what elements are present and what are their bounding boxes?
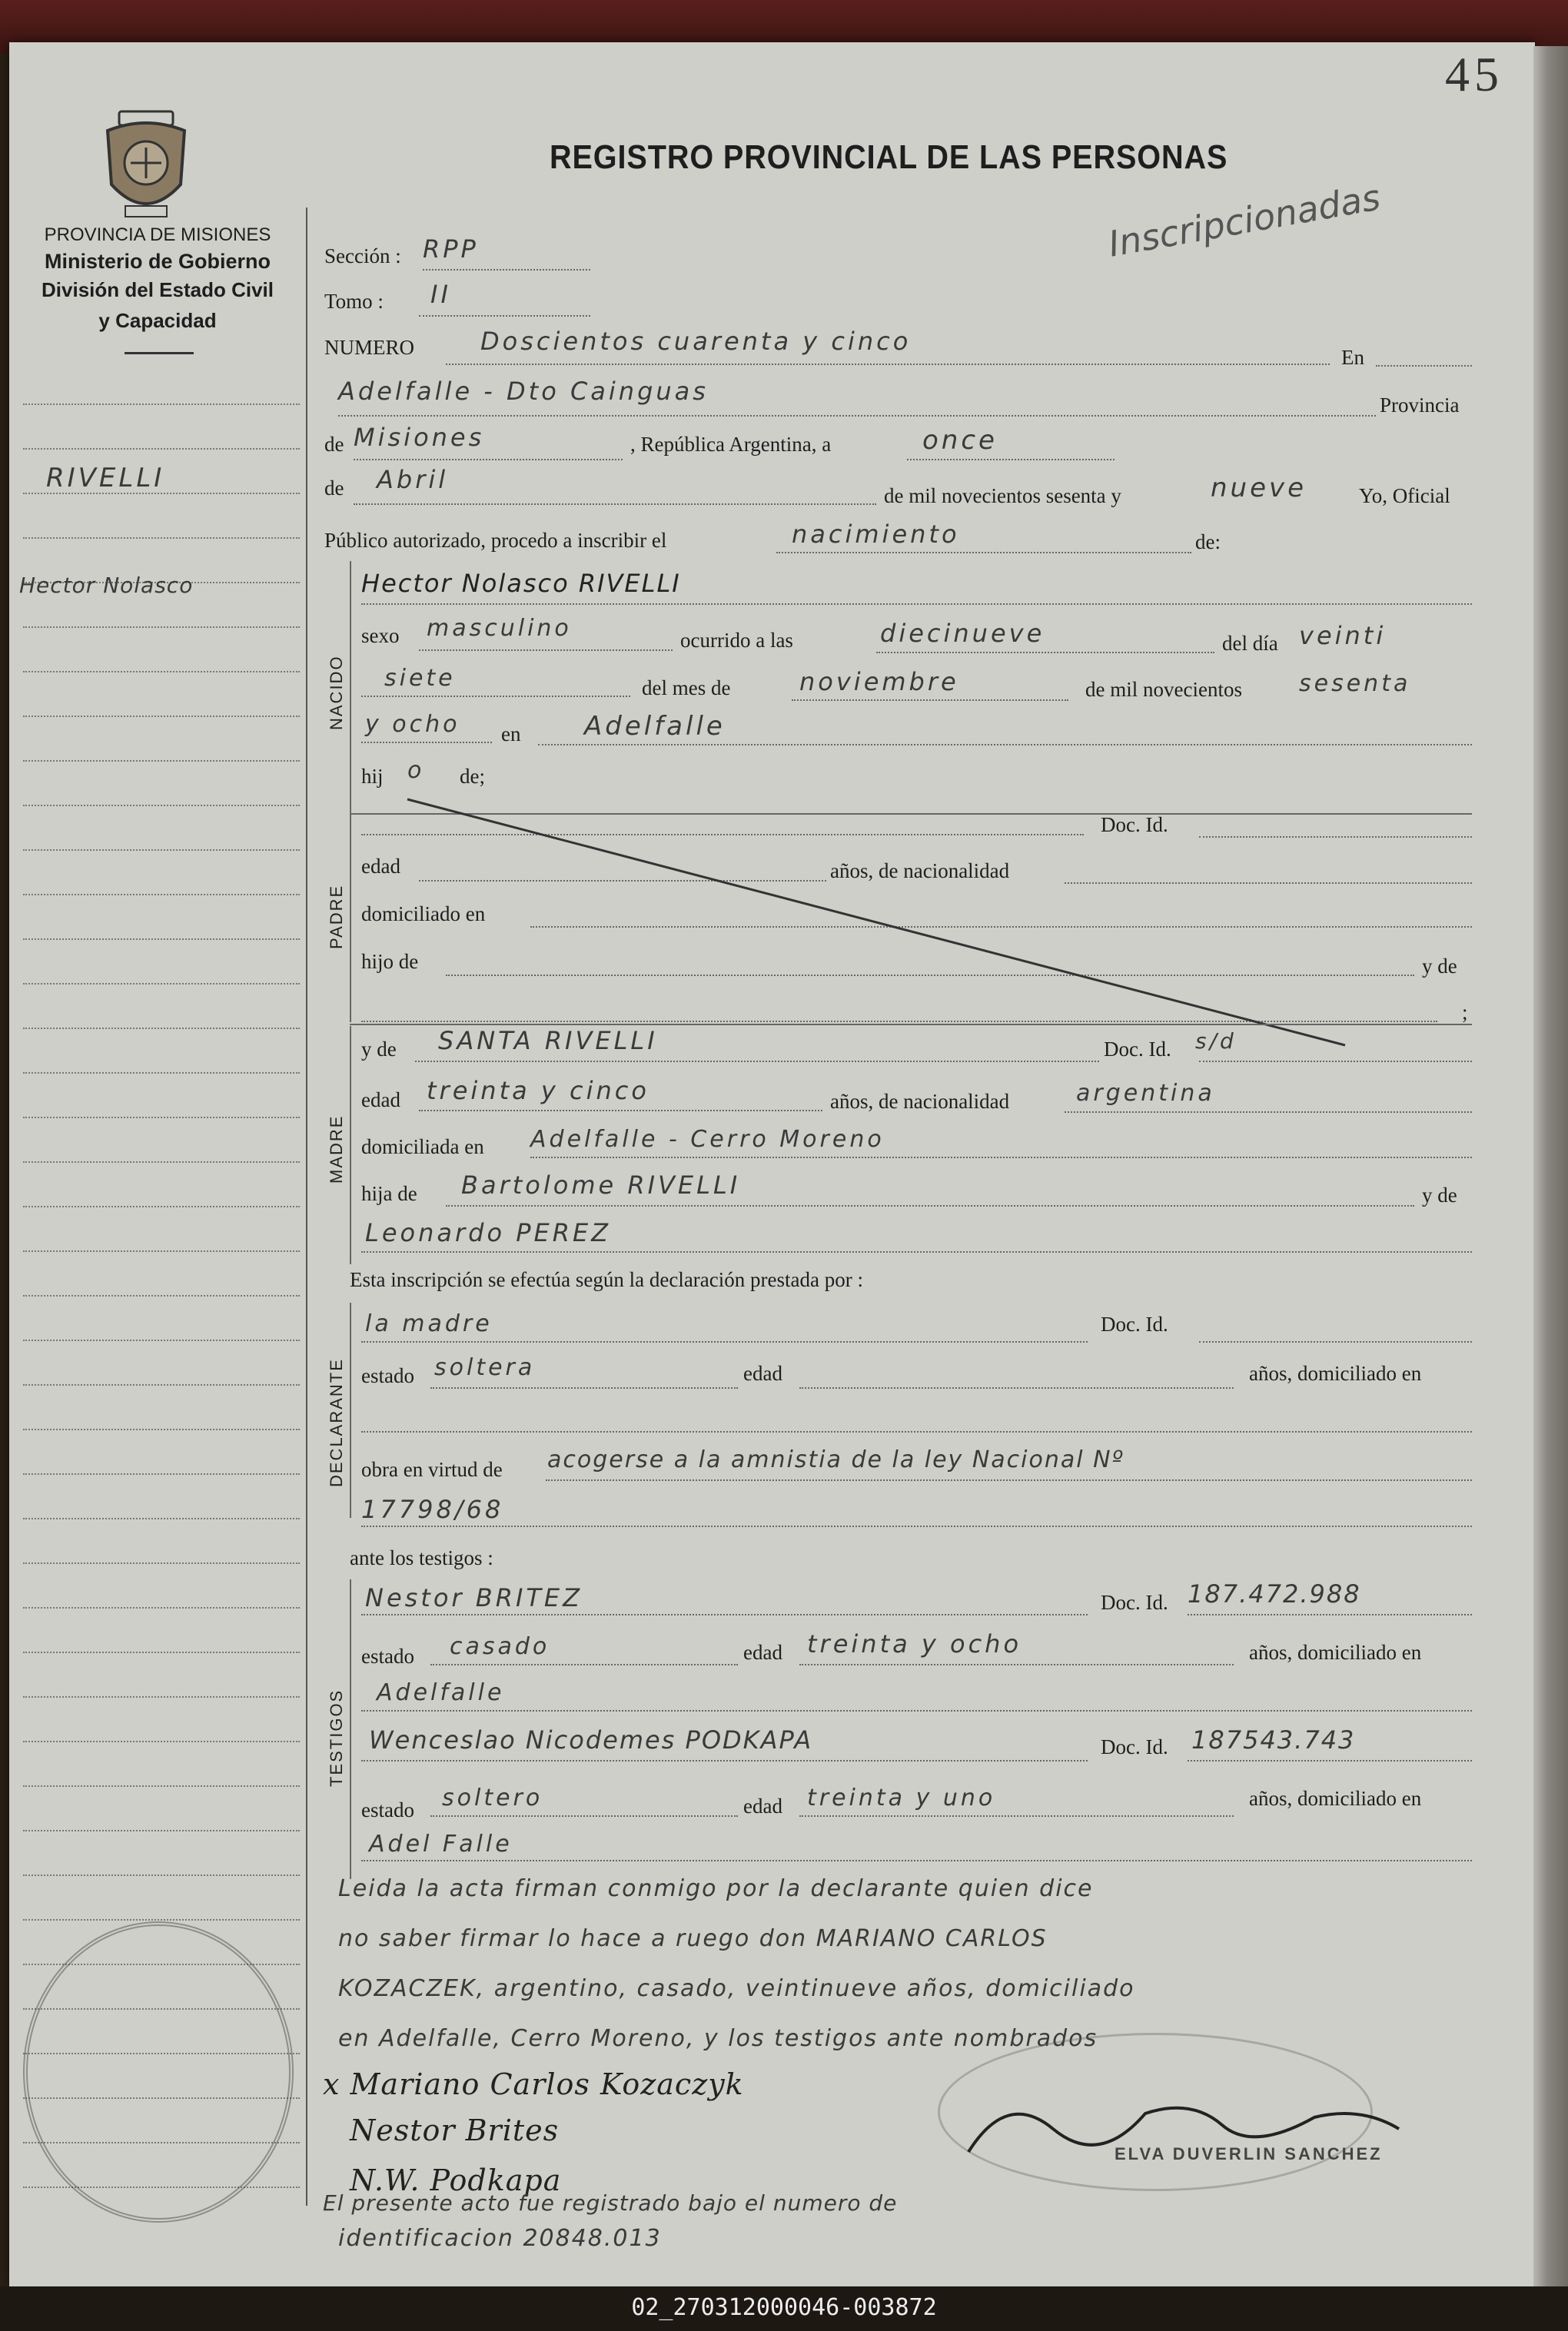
field-testigo1-doc: 187.472.988 — [1188, 1579, 1361, 1609]
official-name: ELVA DUVERLIN SANCHEZ — [1115, 2144, 1383, 2163]
margin-ruled-line — [23, 448, 300, 450]
field-mes: Abril — [377, 465, 449, 494]
label-de-mil: de mil novecientos — [1085, 678, 1242, 701]
margin-ruled-line — [23, 1072, 300, 1074]
margin-ruled-line — [23, 626, 300, 628]
field-testigo1-edad: treinta y ocho — [807, 1629, 1022, 1659]
field-madre-doc: s/d — [1195, 1028, 1237, 1054]
section-border — [350, 815, 351, 1022]
dotline — [430, 1664, 738, 1665]
margin-ruled-line — [23, 849, 300, 851]
dotline — [907, 459, 1115, 460]
field-lugar-nac: Adelfalle — [584, 711, 726, 742]
label-edad-t2: edad — [743, 1795, 782, 1818]
circular-stamp — [23, 1921, 294, 2223]
dotline — [361, 696, 630, 697]
dotline — [776, 552, 1191, 553]
label-tomo: Tomo : — [324, 290, 384, 313]
field-sexo: masculino — [427, 615, 572, 642]
label-doc-id: Doc. Id. — [1101, 813, 1168, 836]
dotline — [354, 459, 623, 460]
label-anos-dom-decl: años, domiciliado en — [1249, 1362, 1422, 1385]
margin-ruled-line — [23, 1607, 300, 1609]
label-ocurrido: ocurrido a las — [680, 629, 793, 652]
dotline — [546, 1479, 1472, 1481]
label-y-de-madre: y de — [361, 1038, 397, 1061]
dotline — [419, 649, 673, 651]
label-anos-nac-madre: años, de nacionalidad — [830, 1090, 1010, 1113]
cancel-line — [400, 792, 1353, 1053]
margin-ruled-line — [23, 1340, 300, 1341]
closing-line-1: Leida la acta firman conmigo por la declarante quien dice — [338, 1875, 1094, 1902]
margin-ruled-line — [23, 1117, 300, 1118]
margin-ruled-line — [23, 1429, 300, 1430]
label-edad-madre: edad — [361, 1088, 400, 1111]
dotline — [876, 652, 1214, 653]
margin-ruled-line — [23, 1250, 300, 1252]
field-testigo1: Nestor BRITEZ — [365, 1583, 583, 1612]
field-dia: once — [922, 425, 998, 456]
dotline — [1376, 365, 1472, 367]
label-anos-dom-t2: años, domiciliado en — [1249, 1787, 1422, 1810]
closing-line-4: en Adelfalle, Cerro Moreno, y los testigos ante nombrados — [338, 2025, 1098, 2052]
signature-podkapa: N.W. Podkapa — [350, 2163, 562, 2197]
header-province: PROVINCIA DE MISIONES — [44, 224, 271, 245]
field-anio: nueve — [1211, 473, 1307, 503]
label-de4: de; — [460, 765, 485, 788]
dotline — [415, 1061, 1099, 1062]
margin-ruled-line — [23, 403, 300, 405]
label-estado-decl: estado — [361, 1364, 414, 1387]
margin-ruled-line — [23, 537, 300, 539]
dotline — [1199, 1061, 1472, 1062]
dotline — [530, 1157, 1472, 1158]
field-declarante-estado: soltera — [434, 1354, 536, 1381]
margin-ruled-line — [23, 1161, 300, 1163]
margin-ruled-line — [23, 1295, 300, 1297]
label-doc-id-t2: Doc. Id. — [1101, 1735, 1168, 1758]
field-provincia: Misiones — [354, 423, 485, 452]
field-testigo1-dom: Adelfalle — [377, 1679, 505, 1706]
signature-mariano: x Mariano Carlos Kozaczyk — [323, 2067, 744, 2101]
section-border — [350, 1026, 351, 1264]
page-stack-edge — [1533, 46, 1568, 2286]
header-division: División del Estado Civil — [42, 278, 274, 301]
margin-ruled-line — [23, 760, 300, 762]
dotline — [799, 1815, 1234, 1817]
footer-note-1: El presente acto fue registrado bajo el numero de — [323, 2190, 898, 2216]
dotline — [799, 1387, 1234, 1389]
label-republica: , República Argentina, a — [630, 433, 832, 456]
dotline — [430, 1387, 738, 1389]
section-border — [350, 1579, 351, 1879]
margin-ruled-line — [23, 938, 300, 940]
field-madre-dom: Adelfalle - Cerro Moreno — [530, 1126, 885, 1153]
section-divider — [350, 1024, 1472, 1025]
dotline — [446, 364, 1330, 365]
dotline — [423, 269, 590, 271]
field-testigo1-estado: casado — [450, 1633, 550, 1660]
label-estado-t2: estado — [361, 1798, 414, 1821]
margin-ruled-line — [23, 1652, 300, 1653]
field-tomo: II — [430, 280, 451, 309]
label-hija-de: hija de — [361, 1182, 417, 1205]
margin-ruled-line — [23, 805, 300, 806]
section-border — [350, 561, 351, 815]
field-dia-nac: veinti — [1299, 621, 1387, 650]
margin-ruled-line — [23, 1919, 300, 1921]
label-edad-t1: edad — [743, 1641, 782, 1664]
field-anio-nac: sesenta — [1299, 670, 1411, 697]
field-nombre: Hector Nolasco RIVELLI — [361, 569, 681, 598]
label-anos-nac: años, de nacionalidad — [830, 859, 1010, 882]
header-divider — [125, 352, 194, 354]
dotline — [361, 1860, 1472, 1861]
margin-ruled-line — [23, 1206, 300, 1207]
label-estado-t1: estado — [361, 1645, 414, 1668]
label-sexo: sexo — [361, 624, 400, 647]
dotline — [419, 315, 590, 317]
field-madre-madre: Leonardo PEREZ — [365, 1218, 612, 1247]
field-seccion: RPP — [423, 234, 479, 264]
dotline — [361, 1614, 1088, 1615]
dotline — [792, 699, 1068, 701]
label-declaracion: Esta inscripción se efectúa según la declaración prestada por : — [350, 1268, 863, 1291]
label-yo-oficial: Yo, Oficial — [1359, 484, 1450, 507]
margin-divider — [306, 208, 307, 2206]
margin-surname: RIVELLI — [46, 463, 165, 493]
label-seccion: Sección : — [324, 244, 401, 267]
side-label-nacido: NACIDO — [327, 655, 346, 730]
margin-ruled-line — [23, 1384, 300, 1386]
field-hij: o — [407, 757, 425, 784]
dotline — [1199, 1341, 1472, 1343]
field-madre-nac: argentina — [1076, 1080, 1215, 1107]
label-doc-id-madre: Doc. Id. — [1104, 1038, 1171, 1061]
side-label-declarante: DECLARANTE — [327, 1358, 346, 1487]
label-y-de-madre2: y de — [1422, 1184, 1457, 1207]
field-dia-nac2: siete — [384, 665, 456, 692]
dotline — [361, 1760, 1088, 1762]
field-declarante: la madre — [365, 1310, 493, 1337]
field-madre-edad: treinta y cinco — [427, 1076, 649, 1105]
field-acto: nacimiento — [792, 520, 960, 549]
dotline — [430, 1815, 738, 1817]
dotline — [361, 603, 1472, 605]
label-obra: obra en virtud de — [361, 1458, 503, 1481]
label-de: de — [324, 433, 344, 456]
dotline — [446, 1205, 1414, 1207]
margin-ruled-line — [23, 1696, 300, 1698]
field-madre-padre: Bartolome RIVELLI — [461, 1170, 741, 1200]
side-label-testigos: TESTIGOS — [327, 1688, 346, 1787]
dotline — [361, 1341, 1088, 1343]
field-anio-nac2: y ocho — [365, 711, 460, 738]
label-domiciliada: domiciliada en — [361, 1135, 484, 1158]
field-ley: 17798/68 — [361, 1495, 504, 1524]
label-en: En — [1341, 346, 1364, 369]
field-madre-nombre: SANTA RIVELLI — [438, 1026, 658, 1055]
label-hij: hij — [361, 765, 384, 788]
dotline — [1188, 1760, 1472, 1762]
header-ministry: Ministerio de Gobierno — [44, 250, 271, 273]
field-obra-virtud: acogerse a la amnistia de la ley Nacional Nº — [547, 1446, 1125, 1473]
header-capacity: y Capacidad — [98, 309, 217, 332]
label-de2: de — [324, 476, 344, 500]
margin-ruled-line — [23, 1785, 300, 1787]
dotline — [1188, 1614, 1472, 1615]
label-semicolon: ; — [1462, 1001, 1468, 1024]
label-edad: edad — [361, 855, 400, 878]
dotline — [361, 1710, 1472, 1712]
field-mes-nac: noviembre — [799, 667, 959, 696]
label-testigos: ante los testigos : — [350, 1546, 493, 1569]
dotline — [361, 742, 492, 743]
dotline — [361, 1431, 1472, 1433]
dotline — [338, 415, 1376, 417]
label-publico: Público autorizado, procedo a inscribir el — [324, 529, 667, 552]
label-domiciliado: domiciliado en — [361, 902, 486, 925]
label-numero: NUMERO — [324, 336, 415, 359]
image-caption: 02_270312000046-003872 — [631, 2294, 937, 2321]
field-testigo2-doc: 187543.743 — [1191, 1725, 1356, 1755]
signature-nestor: Nestor Brites — [350, 2114, 560, 2147]
footer-note-2: identificacion 20848.013 — [338, 2225, 662, 2252]
label-provincia: Provincia — [1380, 393, 1460, 417]
margin-ruled-line — [23, 1518, 300, 1519]
side-label-madre: MADRE — [327, 1114, 346, 1184]
coat-of-arms-seal — [96, 108, 196, 223]
label-en2: en — [501, 722, 521, 745]
margin-ruled-line — [23, 1741, 300, 1742]
margin-ruled-line — [23, 671, 300, 672]
label-anos-dom-t1: años, domiciliado en — [1249, 1641, 1422, 1664]
closing-line-3: KOZACZEK, argentino, casado, veintinueve años, domiciliado — [338, 1975, 1135, 2002]
field-testigo2: Wenceslao Nicodemes PODKAPA — [369, 1725, 813, 1755]
margin-ruled-line — [23, 1874, 300, 1876]
dotline — [419, 1110, 822, 1111]
margin-ruled-line — [23, 1562, 300, 1564]
margin-ruled-line — [23, 983, 300, 985]
dotline — [1065, 1111, 1472, 1113]
label-del-mes: del mes de — [642, 676, 731, 699]
margin-ruled-line — [23, 894, 300, 895]
field-testigo2-dom: Adel Falle — [369, 1831, 513, 1858]
document-title: REGISTRO PROVINCIAL DE LAS PERSONAS — [550, 138, 1228, 176]
section-border — [350, 1303, 351, 1518]
label-y-de: y de — [1422, 955, 1457, 978]
field-hora: diecinueve — [880, 619, 1045, 648]
label-edad-decl: edad — [743, 1362, 782, 1385]
dotline — [354, 503, 876, 505]
margin-ruled-line — [23, 716, 300, 717]
dotline — [361, 1251, 1472, 1253]
label-doc-id-decl: Doc. Id. — [1101, 1313, 1168, 1336]
label-de3: de: — [1195, 530, 1221, 553]
field-testigo2-edad: treinta y uno — [807, 1785, 996, 1811]
margin-ruled-line — [23, 1473, 300, 1475]
dotline — [799, 1664, 1234, 1665]
margin-ruled-line — [23, 1028, 300, 1029]
field-testigo2-estado: soltero — [442, 1785, 543, 1811]
margin-given-names: Hector Nolasco — [19, 573, 194, 598]
side-label-padre: PADRE — [327, 884, 346, 949]
field-numero: Doscientos cuarenta y cinco — [480, 327, 912, 356]
label-hijo-de: hijo de — [361, 950, 419, 973]
page-number: 45 — [1445, 47, 1503, 101]
label-mil: de mil novecientos sesenta y — [884, 484, 1121, 507]
margin-ruled-line — [23, 1830, 300, 1831]
label-del-dia: del día — [1222, 632, 1278, 655]
closing-line-2: no saber firmar lo hace a ruego don MARIANO CARLOS — [338, 1925, 1048, 1952]
dotline — [538, 744, 1472, 745]
label-doc-id-t1: Doc. Id. — [1101, 1591, 1168, 1614]
field-lugar: Adelfalle - Dto Cainguas — [338, 377, 709, 406]
dotline — [361, 1526, 1472, 1527]
inscription-signature: Inscripcionadas — [1105, 176, 1384, 265]
